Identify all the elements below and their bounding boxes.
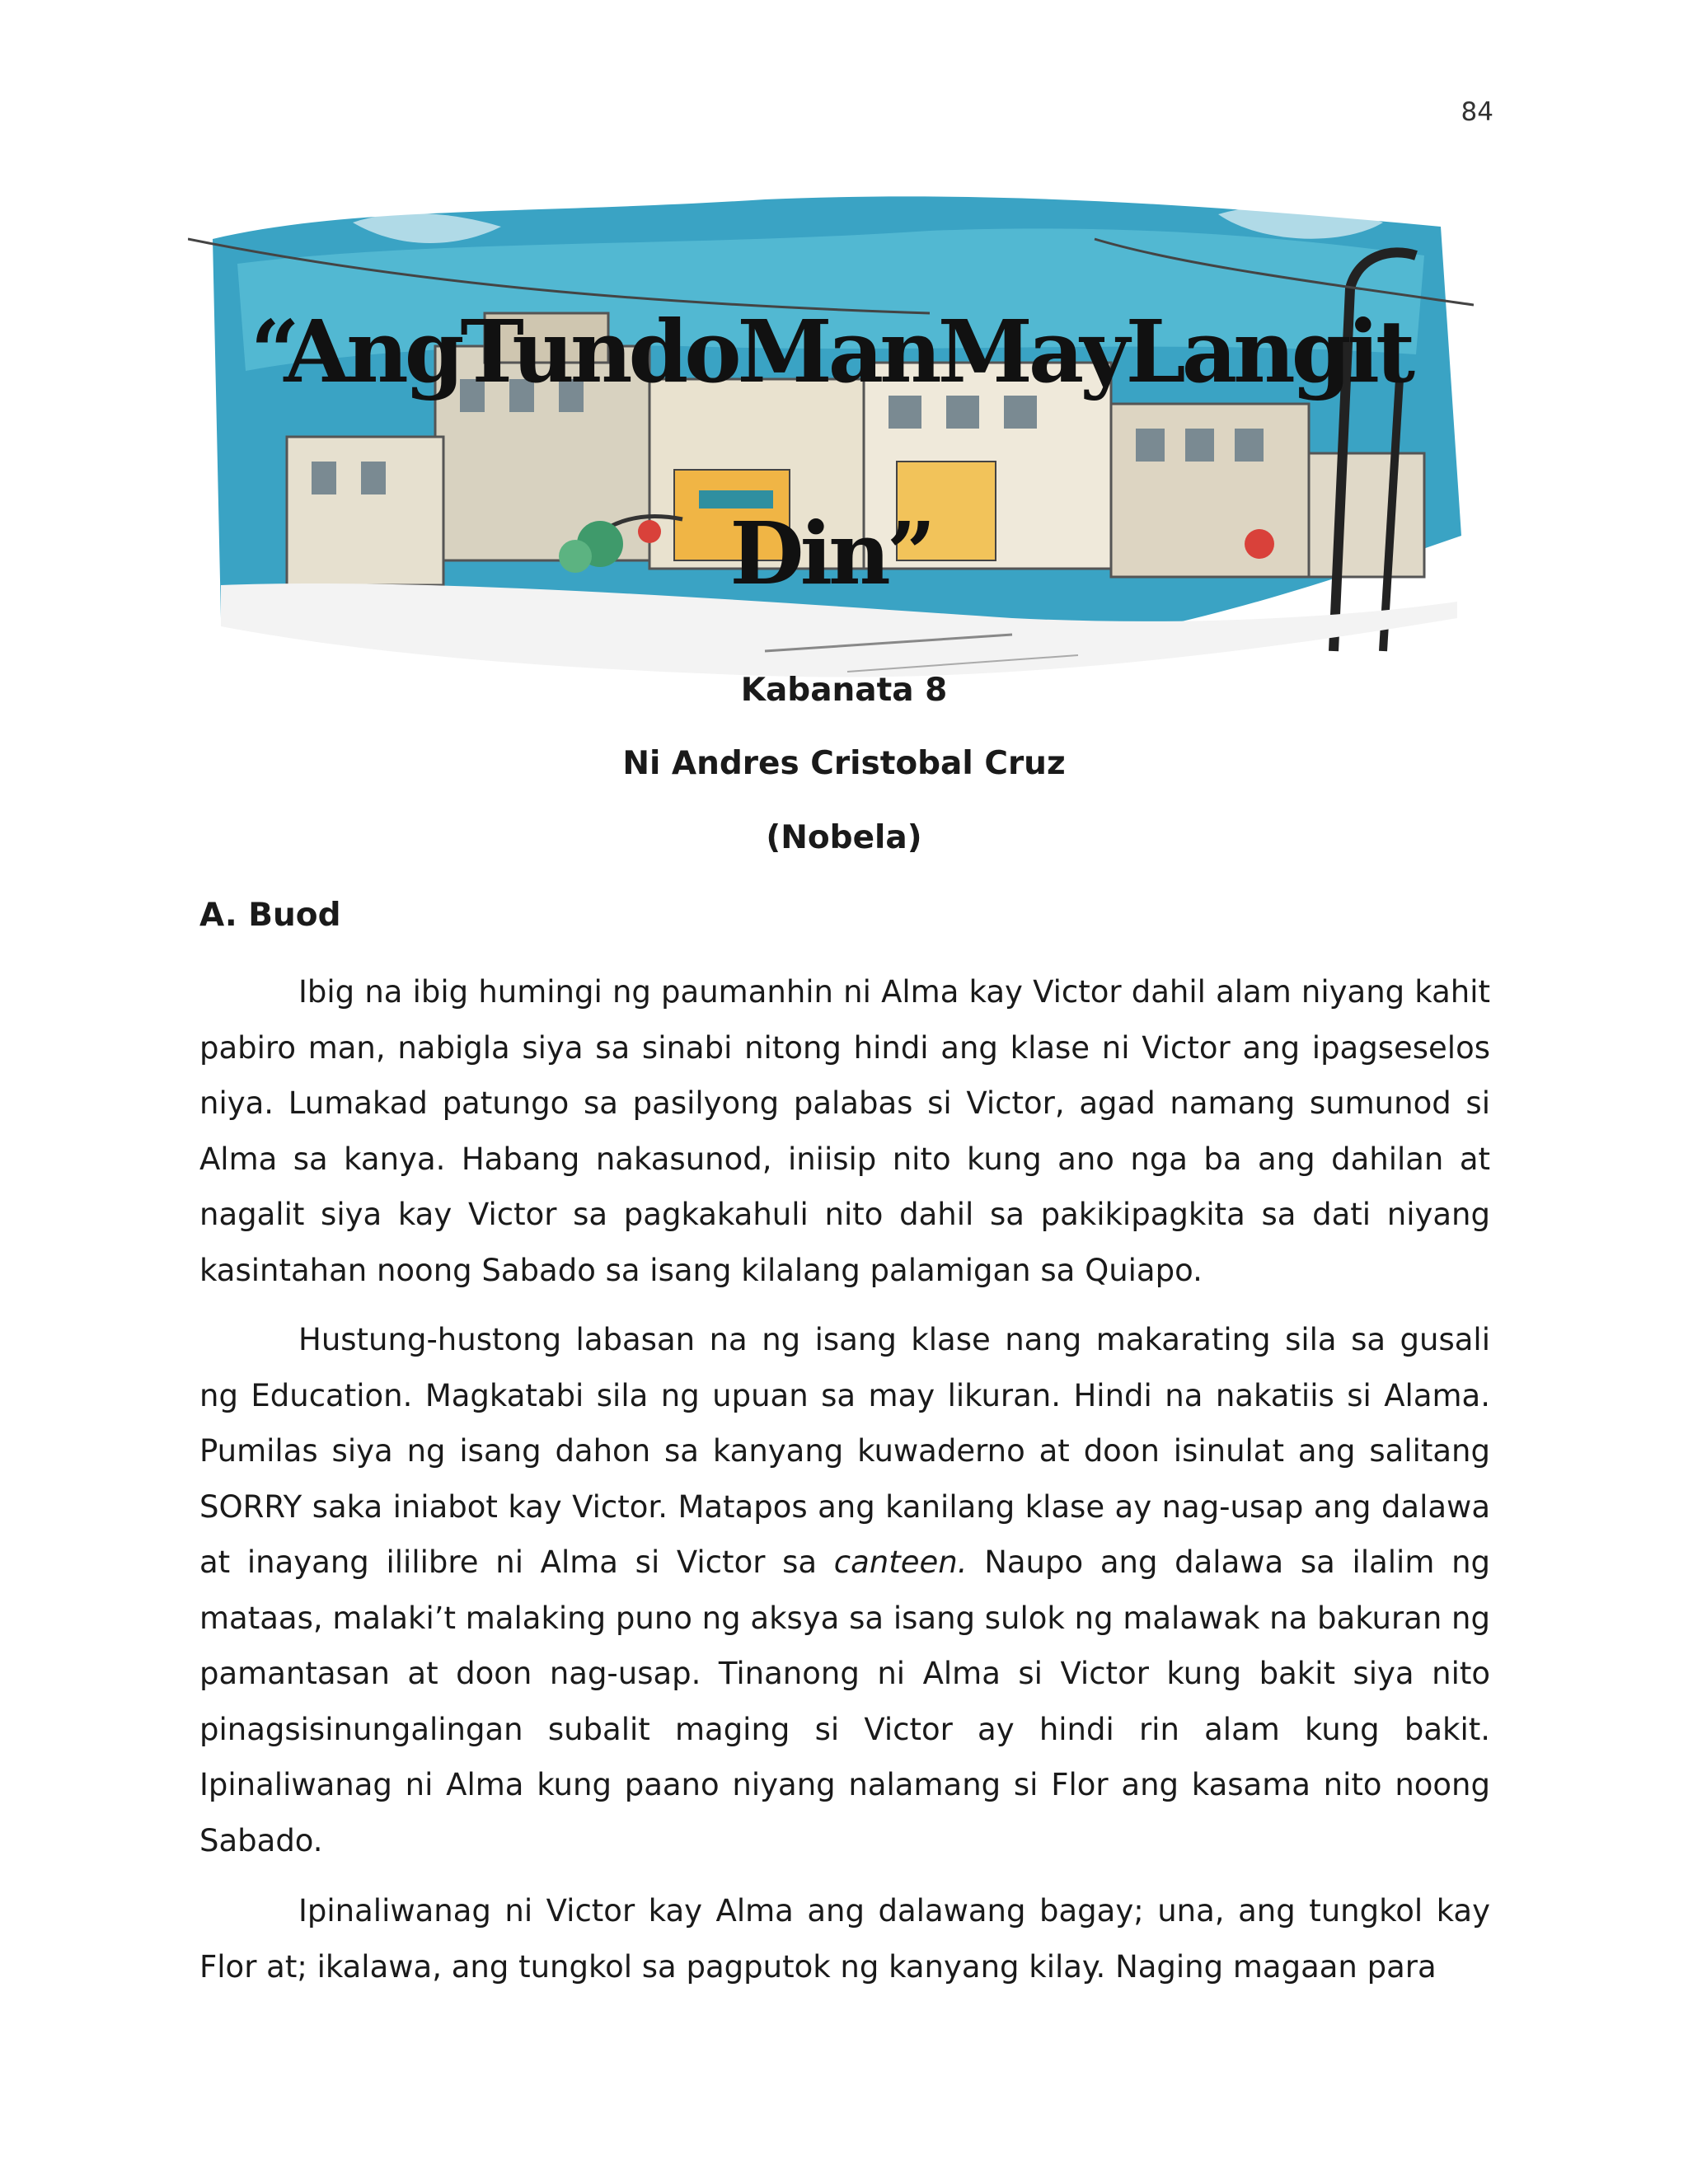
author-line: Ni Andres Cristobal Cruz <box>622 745 1066 782</box>
paragraph-3: Ipinaliwanag ni Victor kay Alma ang dalawang bagay; una, ang tungkol kay Flor at; ikalawa, ang tungkol sa pagputok ng kanyang kilay. Naging magaan para <box>199 1893 1490 1985</box>
tondo-street-illustration-icon <box>188 190 1474 684</box>
genre-line: (Nobela) <box>766 819 922 856</box>
novel-title-line-2: Din” <box>729 503 932 604</box>
chapter-heading: Kabanata 8 <box>740 672 948 709</box>
page-number: 84 <box>1461 97 1493 127</box>
paragraph-2-italic-canteen: canteen. <box>833 1544 968 1580</box>
paragraph-2 <box>199 1312 1490 1868</box>
section-heading-buod: A. Buod <box>199 897 341 934</box>
novel-title-line-1: “AngTundoManMayLangit <box>250 301 1412 402</box>
banner-illustration <box>188 190 1474 684</box>
paragraph-1: Ibig na ibig humingi ng paumanhin ni Alma kay Victor dahil alam niyang kahit pabiro man, nabigla siya sa sinabi nitong hindi ang klase ni Victor ang ipagseselos niya. Lumakad patungo sa pasilyong palabas si Victor, agad namang sumunod si Alma sa kanya. Habang nakasunod, iniisip nito kung ano nga ba ang dahilan at nagalit siya kay Victor sa pagkakahuli nito dahil sa pakikipagkita sa dati niyang kasintahan noong Sabado sa isang kilalang palamigan sa Quiapo. <box>199 974 1490 1288</box>
paragraph-2-text-a: Hustung-hustong labasan na ng isang klase nang makarating sila sa gusali ng Education. Magkatabi sila ng upuan sa may likuran. Hindi na nakatiis si Alama. Pumilas siya ng isang dahon sa kanyang kuwaderno at doon isinulat ang salitang SORRY saka iniabot kay Victor. Matapos ang kanilang klase ay nag-usap ang dalawa at inayang ililibre ni Alma si Victor sa <box>199 1322 1490 1580</box>
paragraph-2-text-b: Naupo ang dalawa sa ilalim ng mataas, malaki’t malaking puno ng aksya sa isang sulok ng malawak na bakuran ng pamantasan at doon nag-usap. Tinanong ni Alma si Victor kung bakit siya nito pinagsisinungalingan subalit maging si Victor ay hindi rin alam kung bakit. Ipinaliwanag ni Alma kung paano niyang nalamang si Flor ang kasama nito noong Sabado. <box>199 1544 1491 1858</box>
